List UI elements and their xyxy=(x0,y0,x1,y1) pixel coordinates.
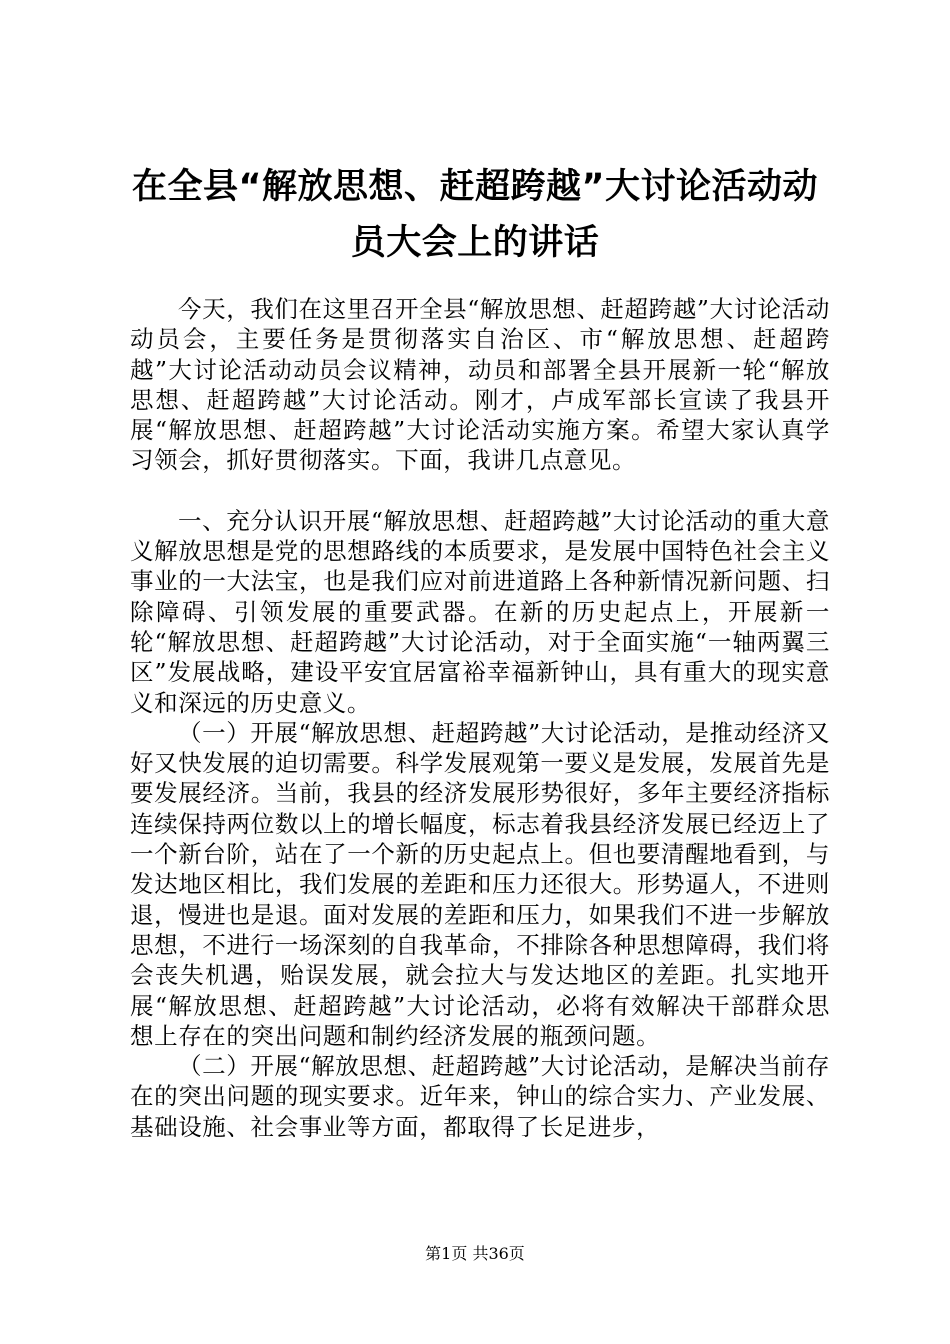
paragraph-subsection-1: （一）开展“解放思想、赶超跨越”大讨论活动，是推动经济又好又快发展的迫切需要。科学发展观第一要义是发展，发展首先是要发展经济。当前，我县的经济发展形势很好，多年主要经济指标连续保持两位数以上的增长幅度，标志着我县经济发展已经迈上了一个新台阶，站在了一个新的历史起点上。但也要清醒地看到，与发达地区相比，我们发展的差距和压力还很大。形势逼人，不进则退，慢进也是退。面对发展的差距和压力，如果我们不进一步解放思想，不进行一场深刻的自我革命，不排除各种思想障碍，我们将会丧失机遇，贻误发展，就会拉大与发达地区的差距。扎实地开展“解放思想、赶超跨越”大讨论活动，必将有效解决干部群众思想上存在的突出问题和制约经济发展的瓶颈问题。 xyxy=(130,718,830,1050)
document-title-line-2: 员大会上的讲话 xyxy=(350,223,600,263)
document-title-line-1: 在全县“解放思想、赶超跨越”大讨论活动动 xyxy=(131,167,818,207)
paragraph-subsection-2: （二）开展“解放思想、赶超跨越”大讨论活动，是解决当前存在的突出问题的现实要求。近年来，钟山的综合实力、产业发展、基础设施、社会事业等方面，都取得了长足进步， xyxy=(130,1052,830,1141)
paragraph-intro: 今天，我们在这里召开全县“解放思想、赶超跨越”大讨论活动动员会，主要任务是贯彻落实自治区、市“解放思想、赶超跨越”大讨论活动动员会议精神，动员和部署全县开展新一轮“解放思想、赶超跨越”大讨论活动。刚才，卢成军部长宣读了我县开展“解放思想、赶超跨越”大讨论活动实施方案。希望大家认真学习领会，抓好贯彻落实。下面，我讲几点意见。 xyxy=(130,295,830,475)
document-body xyxy=(130,294,830,1142)
paragraph-section-1: 一、充分认识开展“解放思想、赶超跨越”大讨论活动的重大意义解放思想是党的思想路线的本质要求，是发展中国特色社会主义事业的一大法宝，也是我们应对前进道路上各种新情况新问题、扫除障碍、引领发展的重要武器。在新的历史起点上，开展新一轮“解放思想、赶超跨越”大讨论活动，对于全面实施“一轴两翼三区”发展战略，建设平安宜居富裕幸福新钟山，具有重大的现实意义和深远的历史意义。 xyxy=(130,506,830,717)
page-number-footer: 第1页 共36页 xyxy=(425,1244,525,1263)
paragraph-spacer xyxy=(130,476,830,506)
